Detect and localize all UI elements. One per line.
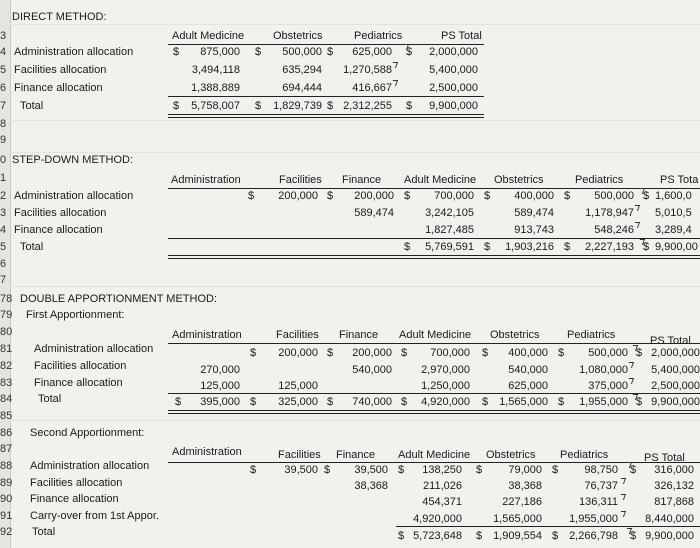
row-number: 82 bbox=[0, 360, 13, 372]
row-number: 84 bbox=[0, 393, 13, 405]
header-underline bbox=[168, 188, 700, 189]
cell-value: 227,186 bbox=[502, 496, 542, 508]
cell-value: 76,737 bbox=[584, 480, 618, 492]
row-label: Carry-over from 1st Appor. bbox=[30, 510, 159, 522]
column-header: Facilities bbox=[276, 329, 319, 341]
cell-value: 326,132 bbox=[654, 480, 694, 492]
cell-value: 1,388,889 bbox=[191, 82, 240, 94]
cell-value: 5,758,007 bbox=[191, 100, 240, 112]
row-label: Facilities allocation bbox=[34, 360, 127, 372]
row-label: Total bbox=[20, 241, 44, 253]
currency-sign: $ bbox=[401, 396, 408, 408]
cell-value: 125,000 bbox=[200, 380, 240, 392]
cell-value: 3,494,118 bbox=[191, 64, 240, 76]
cell-value: 500,000 bbox=[588, 347, 628, 359]
column-header: Administration bbox=[172, 446, 242, 458]
cell-value: 400,000 bbox=[514, 190, 554, 202]
cell-value: 9,900,000 bbox=[645, 530, 694, 542]
column-header: Pediatrics bbox=[567, 329, 616, 341]
cell-value: 540,000 bbox=[352, 364, 392, 376]
cell-value: 5,400,000 bbox=[651, 364, 700, 376]
cell-value: 8,440,000 bbox=[645, 513, 694, 525]
row-number: 78 bbox=[0, 293, 13, 305]
currency-sign: $ bbox=[327, 347, 334, 359]
total-double-underline bbox=[168, 114, 484, 118]
cell-value: 817,868 bbox=[654, 496, 694, 508]
row-label: Total bbox=[38, 393, 62, 405]
cell-value: 375,000 bbox=[588, 380, 628, 392]
cell-value: 136,311 bbox=[579, 496, 618, 508]
currency-sign: $ bbox=[643, 190, 650, 202]
column-header: Pediatrics bbox=[560, 449, 609, 461]
cell-value: 454,371 bbox=[422, 496, 462, 508]
row-number: 7 bbox=[0, 100, 7, 112]
currency-sign: $ bbox=[564, 241, 571, 253]
row-number: 90 bbox=[0, 493, 13, 505]
row-label: Finance allocation bbox=[14, 82, 103, 94]
column-header: Adult Medicine bbox=[172, 30, 245, 42]
currency-sign: $ bbox=[248, 190, 255, 202]
cell-flag-icon bbox=[627, 362, 634, 368]
row-number: 81 bbox=[0, 343, 13, 355]
row-label: Finance allocation bbox=[14, 224, 103, 236]
cell-value: 270,000 bbox=[200, 364, 240, 376]
total-double-underline bbox=[168, 255, 700, 259]
column-header: Pediatrics bbox=[354, 30, 403, 42]
cell-flag-icon bbox=[627, 378, 634, 384]
column-header: Administration bbox=[171, 174, 241, 186]
column-header: Obstetrics bbox=[494, 174, 544, 186]
row-number: 3 bbox=[0, 30, 7, 42]
column-header: Finance bbox=[336, 449, 376, 461]
row-number: 6 bbox=[0, 258, 7, 270]
row-label: Administration allocation bbox=[30, 460, 150, 472]
grid-line bbox=[0, 420, 700, 421]
cell-value: 2,500,000 bbox=[651, 380, 700, 392]
cell-value: 2,266,798 bbox=[569, 530, 618, 542]
column-header: Obstetrics bbox=[486, 449, 536, 461]
subsection-title-second: Second Apportionment: bbox=[30, 427, 145, 439]
currency-sign: $ bbox=[643, 241, 650, 253]
row-number: 8 bbox=[0, 118, 7, 130]
cell-value: 38,368 bbox=[354, 480, 388, 492]
currency-sign: $ bbox=[255, 100, 262, 112]
currency-sign: $ bbox=[327, 46, 334, 58]
currency-sign: $ bbox=[476, 464, 483, 476]
row-number: 5 bbox=[0, 64, 7, 76]
cell-value: 39,500 bbox=[284, 464, 318, 476]
cell-value: 5,010,5 bbox=[655, 207, 692, 219]
cell-value: 625,000 bbox=[508, 380, 548, 392]
row-label: Facilities allocation bbox=[14, 207, 107, 219]
cell-value: 200,000 bbox=[354, 190, 394, 202]
currency-sign: $ bbox=[327, 396, 334, 408]
row-label: Administration allocation bbox=[34, 343, 154, 355]
cell-value: 500,000 bbox=[282, 46, 322, 58]
header-underline bbox=[168, 462, 700, 463]
cell-value: 200,000 bbox=[352, 347, 392, 359]
cell-value: 700,000 bbox=[434, 190, 474, 202]
cell-value: 2,970,000 bbox=[421, 364, 470, 376]
row-number: 89 bbox=[0, 477, 13, 489]
grid-line bbox=[0, 286, 700, 287]
cell-flag-icon bbox=[633, 205, 640, 211]
cell-value: 5,769,591 bbox=[425, 241, 474, 253]
cell-value: 2,000,000 bbox=[429, 46, 478, 58]
currency-sign: $ bbox=[404, 190, 411, 202]
column-header: PS Total bbox=[650, 335, 691, 347]
currency-sign: $ bbox=[255, 46, 262, 58]
row-number: 5 bbox=[0, 241, 7, 253]
currency-sign: $ bbox=[327, 100, 334, 112]
cell-value: 1,565,000 bbox=[493, 513, 542, 525]
currency-sign: $ bbox=[398, 530, 405, 542]
currency-sign: $ bbox=[401, 347, 408, 359]
cell-value: 98,750 bbox=[584, 464, 618, 476]
cell-value: 1,565,000 bbox=[499, 396, 548, 408]
currency-sign: $ bbox=[173, 46, 180, 58]
currency-sign: $ bbox=[250, 464, 257, 476]
cell-value: 2,227,193 bbox=[585, 241, 634, 253]
cell-value: 2,000,000 bbox=[651, 347, 700, 359]
cell-value: 4,920,000 bbox=[421, 396, 470, 408]
subtotal-underline bbox=[168, 238, 700, 239]
cell-value: 79,000 bbox=[508, 464, 542, 476]
cell-value: 1,909,554 bbox=[493, 530, 542, 542]
grid-line bbox=[0, 152, 700, 153]
currency-sign: $ bbox=[404, 241, 411, 253]
grid-line bbox=[0, 120, 700, 121]
column-header: Facilities bbox=[279, 174, 322, 186]
row-number: 79 bbox=[0, 309, 13, 321]
subtotal-underline bbox=[396, 526, 700, 527]
column-header: Facilities bbox=[278, 449, 321, 461]
cell-value: 2,500,000 bbox=[429, 82, 478, 94]
cell-value: 138,250 bbox=[422, 464, 462, 476]
row-number: 85 bbox=[0, 410, 13, 422]
cell-value: 1,829,739 bbox=[273, 100, 322, 112]
currency-sign: $ bbox=[630, 464, 637, 476]
currency-sign: $ bbox=[406, 46, 413, 58]
cell-value: 1,178,947 bbox=[585, 207, 634, 219]
grid-line bbox=[0, 24, 700, 25]
row-label: Total bbox=[32, 526, 56, 538]
subsection-title-first: First Apportionment: bbox=[26, 309, 125, 321]
cell-value: 635,294 bbox=[282, 64, 322, 76]
column-header: PS Total bbox=[644, 452, 685, 464]
column-header: Adult Medicine bbox=[404, 174, 477, 186]
section-title-stepdown: STEP-DOWN METHOD: bbox=[12, 154, 133, 166]
cell-value: 325,000 bbox=[278, 396, 318, 408]
header-underline bbox=[168, 44, 484, 45]
cell-value: 4,920,000 bbox=[413, 513, 462, 525]
cell-value: 875,000 bbox=[200, 46, 240, 58]
currency-sign: $ bbox=[558, 347, 565, 359]
cell-value: 548,246 bbox=[594, 224, 634, 236]
cell-value: 1,270,588 bbox=[343, 64, 392, 76]
currency-sign: $ bbox=[482, 396, 489, 408]
cell-flag-icon bbox=[633, 222, 640, 228]
cell-value: 38,368 bbox=[508, 480, 542, 492]
subtotal-underline bbox=[168, 393, 700, 394]
cell-value: 200,000 bbox=[278, 190, 318, 202]
row-number: 83 bbox=[0, 377, 13, 389]
row-number: 0 bbox=[0, 154, 7, 166]
cell-value: 2,312,255 bbox=[343, 100, 392, 112]
currency-sign: $ bbox=[327, 190, 334, 202]
cell-value: 1,600,0 bbox=[655, 190, 692, 202]
cell-value: 5,400,000 bbox=[429, 64, 478, 76]
currency-sign: $ bbox=[175, 396, 182, 408]
currency-sign: $ bbox=[250, 396, 257, 408]
row-number: 86 bbox=[0, 427, 13, 439]
currency-sign: $ bbox=[482, 347, 489, 359]
currency-sign: $ bbox=[173, 100, 180, 112]
total-double-underline bbox=[168, 410, 700, 414]
cell-value: 200,000 bbox=[278, 347, 318, 359]
row-number: 87 bbox=[0, 443, 13, 455]
row-label: Finance allocation bbox=[30, 493, 119, 505]
column-header: PS Tota bbox=[660, 174, 699, 186]
cell-value: 913,743 bbox=[514, 224, 554, 236]
currency-sign: $ bbox=[406, 100, 413, 112]
row-label: Administration allocation bbox=[14, 46, 134, 58]
row-number: 4 bbox=[0, 224, 7, 236]
column-header: Obstetrics bbox=[490, 329, 540, 341]
cell-flag-icon bbox=[619, 511, 626, 517]
cell-value: 9,900,000 bbox=[651, 396, 700, 408]
cell-value: 211,026 bbox=[423, 480, 462, 492]
currency-sign: $ bbox=[324, 464, 331, 476]
column-header: Obstetrics bbox=[273, 30, 323, 42]
currency-sign: $ bbox=[552, 530, 559, 542]
row-number: 6 bbox=[0, 82, 7, 94]
currency-sign: $ bbox=[398, 464, 405, 476]
currency-sign: $ bbox=[636, 347, 643, 359]
currency-sign: $ bbox=[552, 464, 559, 476]
column-header: PS Total bbox=[441, 30, 482, 42]
cell-flag-icon bbox=[619, 478, 626, 484]
cell-value: 1,903,216 bbox=[505, 241, 554, 253]
row-number: 88 bbox=[0, 460, 13, 472]
cell-value: 589,474 bbox=[354, 207, 394, 219]
row-number: 92 bbox=[0, 526, 13, 538]
column-header: Finance bbox=[339, 329, 379, 341]
column-header: Adult Medicine bbox=[398, 449, 471, 461]
currency-sign: $ bbox=[558, 396, 565, 408]
cell-flag-icon bbox=[391, 80, 398, 86]
row-number: 1 bbox=[0, 172, 7, 184]
cell-value: 395,000 bbox=[200, 396, 240, 408]
row-number: 4 bbox=[0, 46, 7, 58]
cell-value: 125,000 bbox=[278, 380, 318, 392]
cell-value: 9,900,000 bbox=[429, 100, 478, 112]
row-number: 9 bbox=[0, 134, 7, 146]
currency-sign: $ bbox=[484, 241, 491, 253]
cell-value: 5,723,648 bbox=[413, 530, 462, 542]
currency-sign: $ bbox=[564, 190, 571, 202]
row-number: 91 bbox=[0, 510, 13, 522]
row-number: 7 bbox=[0, 274, 7, 286]
column-header: Administration bbox=[172, 329, 242, 341]
subtotal-underline bbox=[168, 96, 484, 97]
cell-value: 1,827,485 bbox=[425, 224, 474, 236]
column-header: Pediatrics bbox=[575, 174, 624, 186]
cell-value: 540,000 bbox=[508, 364, 548, 376]
cell-flag-icon bbox=[619, 494, 626, 500]
cell-value: 694,444 bbox=[282, 82, 322, 94]
cell-value: 700,000 bbox=[430, 347, 470, 359]
currency-sign: $ bbox=[250, 347, 257, 359]
cell-value: 416,667 bbox=[352, 82, 392, 94]
cell-value: 740,000 bbox=[352, 396, 392, 408]
currency-sign: $ bbox=[630, 530, 637, 542]
cell-value: 400,000 bbox=[508, 347, 548, 359]
section-title-direct: DIRECT METHOD: bbox=[12, 11, 107, 23]
row-label: Administration allocation bbox=[14, 190, 134, 202]
cell-value: 9,900,00 bbox=[655, 241, 698, 253]
header-underline bbox=[168, 343, 700, 344]
row-number: 2 bbox=[0, 190, 7, 202]
cell-value: 1,080,000 bbox=[579, 364, 628, 376]
row-label: Finance allocation bbox=[34, 377, 123, 389]
cell-value: 1,955,000 bbox=[569, 513, 618, 525]
cell-value: 3,242,105 bbox=[425, 207, 474, 219]
cell-value: 1,250,000 bbox=[421, 380, 470, 392]
row-label: Facilities allocation bbox=[14, 64, 107, 76]
section-title-double: DOUBLE APPORTIONMENT METHOD: bbox=[20, 293, 218, 305]
cell-flag-icon bbox=[391, 62, 398, 68]
column-header: Finance bbox=[342, 174, 382, 186]
row-number: 80 bbox=[0, 326, 13, 338]
row-label: Total bbox=[20, 100, 44, 112]
currency-sign: $ bbox=[476, 530, 483, 542]
cell-value: 39,500 bbox=[354, 464, 388, 476]
cell-value: 1,955,000 bbox=[579, 396, 628, 408]
cell-value: 500,000 bbox=[594, 190, 634, 202]
row-label: Facilities allocation bbox=[30, 477, 123, 489]
currency-sign: $ bbox=[636, 396, 643, 408]
currency-sign: $ bbox=[484, 190, 491, 202]
cell-value: 589,474 bbox=[514, 207, 554, 219]
column-header: Adult Medicine bbox=[399, 329, 472, 341]
cell-value: 3,289,4 bbox=[655, 224, 692, 236]
cell-value: 316,000 bbox=[654, 464, 694, 476]
row-number: 3 bbox=[0, 207, 7, 219]
cell-value: 625,000 bbox=[352, 46, 392, 58]
